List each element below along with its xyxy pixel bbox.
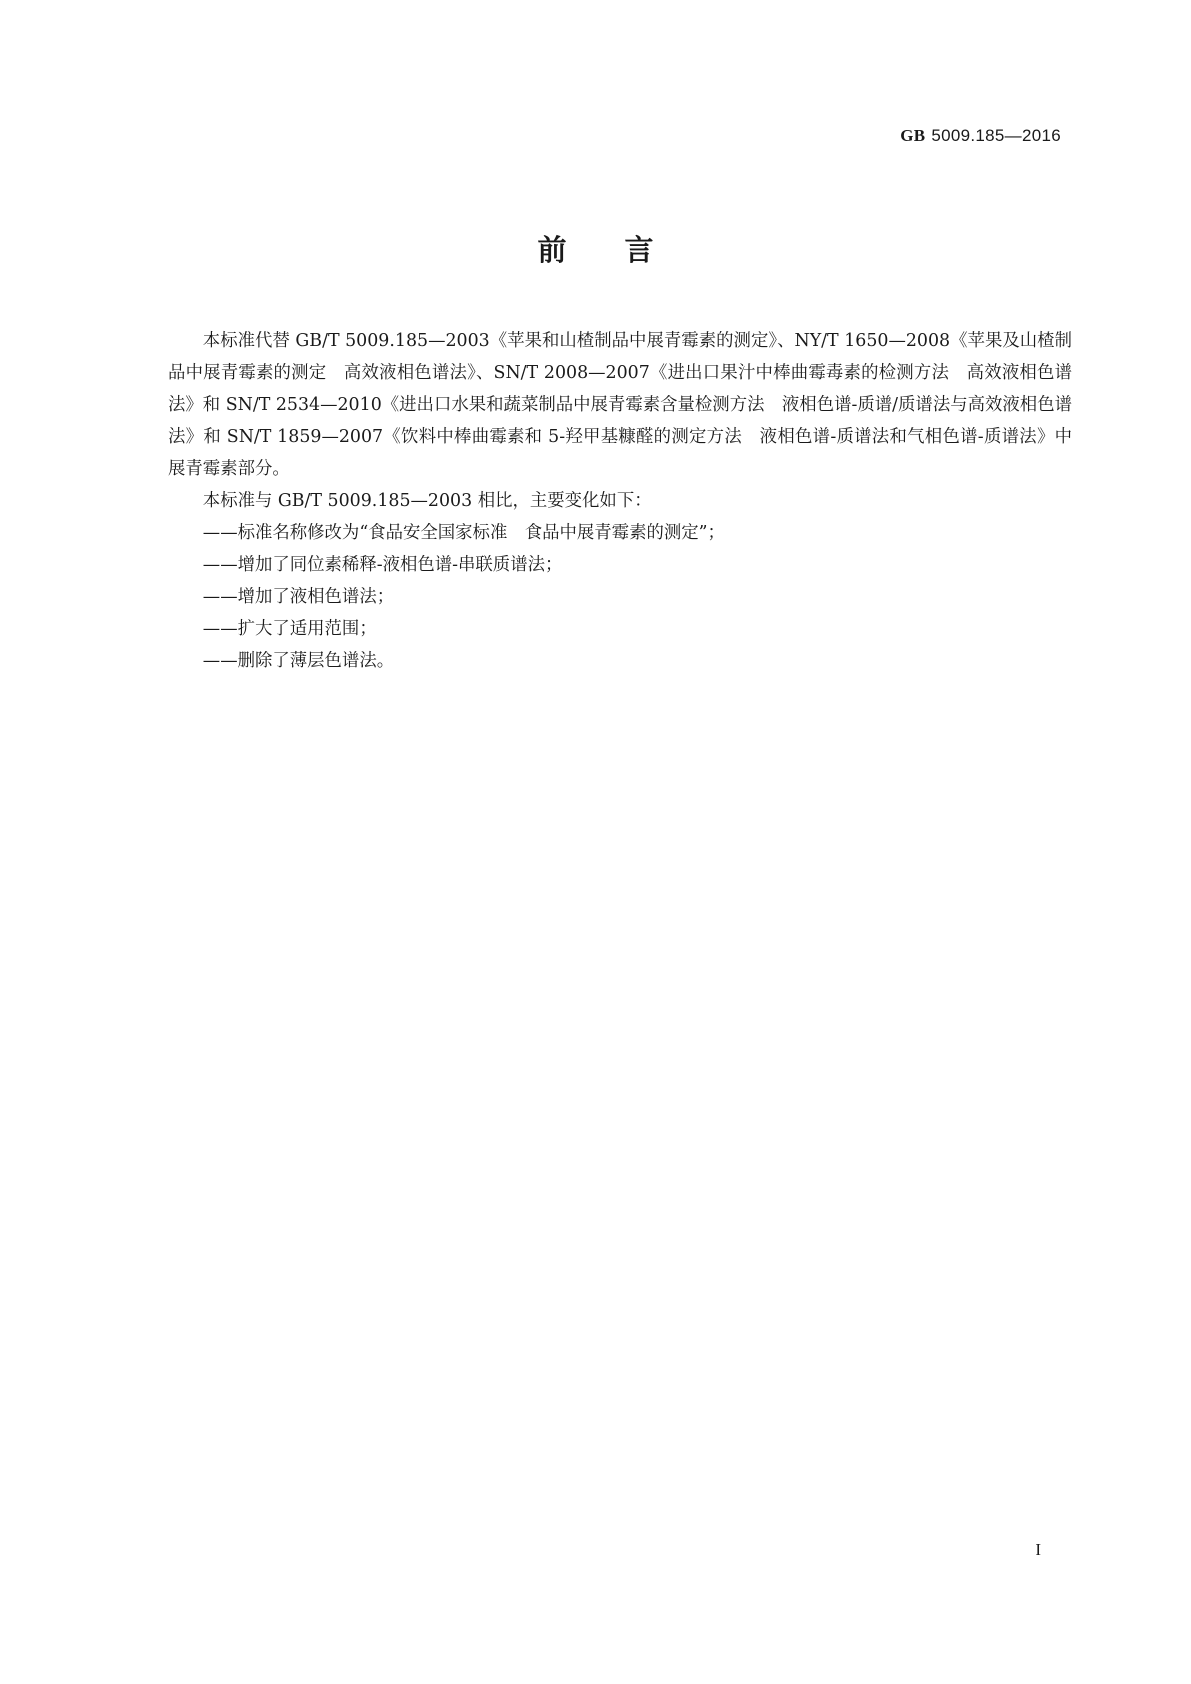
document-body	[168, 325, 1072, 677]
change-item: ——增加了同位素稀释-液相色谱-串联质谱法；	[202, 555, 563, 575]
page-title: 前言	[537, 233, 712, 267]
change-item: ——标准名称修改为“食品安全国家标准 食品中展青霉素的测定”；	[202, 523, 725, 543]
page-number: I	[1035, 1540, 1041, 1559]
standard-number: 5009.185—2016	[931, 126, 1061, 145]
standard-prefix: GB	[900, 126, 926, 145]
change-item: ——扩大了适用范围；	[202, 619, 377, 639]
standard-code-header	[900, 126, 1061, 146]
changes-intro-paragraph: 本标准与 GB/T 5009.185—2003 相比，主要变化如下：	[202, 491, 652, 511]
replacement-paragraph: 本标准代替 GB/T 5009.185—2003《苹果和山楂制品中展青霉素的测定》、NY/T 1650—2008《苹果及山楂制品中展青霉素的测定 高效液相色谱法》、SN/T 2008—2007《进出口果汁中棒曲霉毒素的检测方法 高效液相色谱法》和 SN/T 2534—2010《进出口水果和蔬菜制品中展青霉素含量检测方法 液相色谱-质谱/质谱法与高效液相色谱法》和 SN/T 1859—2007《饮料中棒曲霉素和 5-羟甲基糠醛的测定方法 液相色谱-质谱法和气相色谱-质谱法》中展青霉素部分。	[168, 331, 1072, 479]
change-item: ——增加了液相色谱法；	[202, 587, 395, 607]
change-item: ——删除了薄层色谱法。	[202, 651, 395, 671]
